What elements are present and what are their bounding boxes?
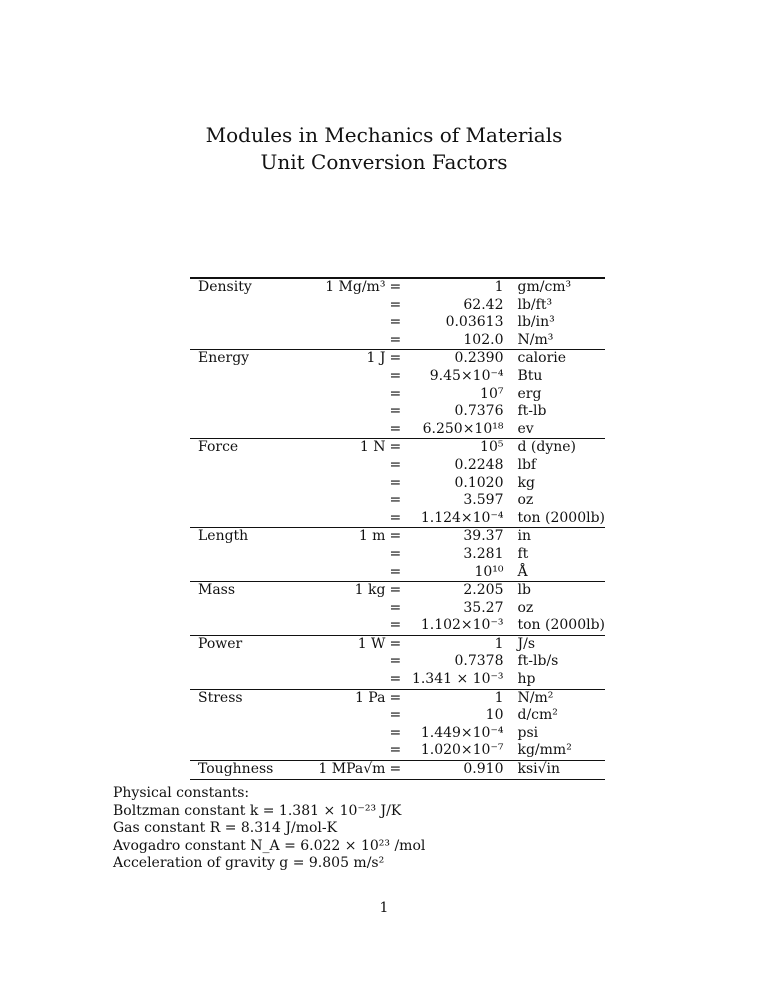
conversion-unit: lb/in³ [517,314,555,331]
base-unit [300,386,389,404]
equals-sign: = [389,367,402,384]
conversion-value: 10¹⁰ [474,563,504,580]
quantity-name: Length [190,528,300,546]
base-unit [300,510,389,528]
base-unit [300,457,389,475]
table-row [190,689,605,707]
base-unit [300,707,389,725]
equals-sign: = [389,742,402,759]
equals-sign: = [389,279,402,295]
conversion-value: 9.45×10⁻⁴ [429,367,504,384]
table-row [190,386,605,404]
conversion-unit: N/m² [517,689,605,707]
table-row [190,475,605,493]
quantity-name [190,671,300,689]
quantity-name [190,403,300,421]
table-row [190,635,605,653]
title-line-1: Modules in Mechanics of Materials [205,123,563,147]
table-row [190,546,605,564]
base-unit [300,403,389,421]
quantity-name [190,707,300,725]
equals-sign: = [389,582,402,599]
base-unit: 1 m [300,528,389,546]
quantity-name [190,421,300,439]
quantity-name [190,600,300,618]
conversion-value: 1.020×10⁻⁷ [420,742,504,759]
conversion-value: 39.37 [403,528,518,546]
quantity-name: Power [190,635,300,653]
equals-sign: = [389,296,402,313]
constant-line: Gas constant R = 8.314 J/mol-K [113,820,338,837]
conversion-value: 1 [494,279,504,295]
conversion-unit: Å [517,563,528,580]
base-unit [300,475,389,493]
equals-sign: = [389,331,402,348]
equals-sign: = [389,403,402,420]
conversion-unit: kg [517,474,535,491]
conversion-unit: hp [517,671,536,688]
title-line-2: Unit Conversion Factors [260,150,508,174]
quantity-name [190,742,300,760]
quantity-name [190,653,300,671]
physical-constants [113,785,425,873]
conversion-unit: oz [517,492,534,509]
quantity-name: Toughness [190,761,300,780]
table-row [190,332,605,350]
table-row [190,600,605,618]
conversion-value: 0.03613 [445,314,504,331]
conversion-value: 10⁷ [480,385,504,402]
conversion-table [190,277,605,780]
base-unit: 1 W [300,635,389,653]
equals-sign: = [389,509,402,526]
conversion-unit: lb [517,582,605,600]
quantity-name [190,564,300,582]
conversion-unit: erg [517,385,542,402]
equals-sign: = [389,385,402,402]
table-row [190,707,605,725]
table-row [190,278,605,297]
table-row [190,350,605,368]
base-unit [300,546,389,564]
conversion-value: 1.341 × 10⁻³ [411,671,504,688]
quantity-name: Stress [190,689,300,707]
conversion-value: 3.281 [463,545,504,562]
equals-sign: = [389,617,402,634]
base-unit [300,332,389,350]
table-row [190,725,605,743]
base-unit [300,492,389,510]
equals-sign: = [389,545,402,562]
base-unit [300,600,389,618]
conversion-unit: in [517,528,605,546]
quantity-name [190,617,300,635]
equals-sign: = [389,420,402,437]
conversion-unit: kg/mm² [517,742,572,759]
table-row [190,510,605,528]
conversion-value: 62.42 [463,296,504,313]
conversion-unit: oz [517,599,534,616]
quantity-name [190,492,300,510]
table-row [190,439,605,457]
quantity-name [190,297,300,315]
table-row [190,314,605,332]
constant-line: Boltzman constant k = 1.381 × 10⁻²³ J/K [113,802,402,819]
quantity-name [190,457,300,475]
equals-sign: = [389,761,403,780]
table-row [190,564,605,582]
quantity-name: Mass [190,582,300,600]
conversion-unit: psi [517,724,539,741]
conversion-value: 2.205 [403,582,518,600]
equals-sign: = [389,671,402,688]
base-unit [300,617,389,635]
equals-sign: = [389,707,402,724]
equals-sign: = [389,492,402,509]
quantity-name [190,368,300,386]
base-unit [300,297,389,315]
equals-sign: = [389,563,402,580]
conversion-unit: ev [517,420,534,437]
quantity-name [190,510,300,528]
conversion-unit: lbf [517,456,537,473]
conversion-unit: calorie [517,350,605,368]
physical-constants-heading: Physical constants: [113,785,250,801]
conversion-unit: ft-lb [517,403,547,420]
quantity-name [190,546,300,564]
conversion-value: 1.102×10⁻³ [420,617,504,634]
base-unit: 1 kg [300,582,389,600]
table-row [190,671,605,689]
equals-sign: = [389,724,402,741]
table-row [190,421,605,439]
quantity-name [190,475,300,493]
table-row [190,761,605,780]
quantity-name: Energy [190,350,300,368]
table-row [190,457,605,475]
conversion-value: 10⁵ [403,439,518,457]
conversion-value: 1 [403,689,518,707]
base-unit [300,725,389,743]
conversion-unit: N/m³ [517,331,554,348]
equals-sign: = [389,528,402,545]
equals-sign: = [389,314,402,331]
conversion-value: 6.250×10¹⁸ [422,420,504,437]
base-unit: 1 MPa√m [300,761,389,780]
conversion-value: 0.1020 [454,474,504,491]
table-row [190,582,605,600]
conversion-unit: ton (2000lb) [517,509,605,526]
quantity-name [190,386,300,404]
base-unit: 1 Pa [300,689,389,707]
conversion-unit: ft [517,545,529,562]
table-row [190,653,605,671]
quantity-name: Density [198,279,252,295]
conversion-unit: d/cm² [517,707,558,724]
conversion-value: 1.124×10⁻⁴ [420,509,504,526]
constant-line: Acceleration of gravity g = 9.805 m/s² [113,855,385,872]
equals-sign: = [389,599,402,616]
base-unit [300,314,389,332]
base-unit: 1 N [300,439,389,457]
table-row [190,403,605,421]
conversion-unit: lb/ft³ [517,296,553,313]
conversion-value: 0.2248 [454,456,504,473]
conversion-value: 102.0 [463,331,504,348]
conversion-value: 1 [403,635,518,653]
base-unit [300,564,389,582]
base-unit: 1 Mg/m³ [325,279,386,295]
conversion-unit: gm/cm³ [517,279,572,295]
conversion-unit: d (dyne) [517,439,605,457]
equals-sign: = [389,653,402,670]
conversion-value: 0.910 [403,761,518,780]
conversion-value: 0.2390 [403,350,518,368]
equals-sign: = [389,474,402,491]
table-row [190,492,605,510]
table-row [190,368,605,386]
base-unit [300,671,389,689]
conversion-unit: ton (2000lb) [517,617,605,634]
equals-sign: = [389,635,402,652]
base-unit: 1 J [300,350,389,368]
quantity-name [190,314,300,332]
equals-sign: = [389,439,402,456]
quantity-name [190,332,300,350]
conversion-unit: J/s [517,635,605,653]
equals-sign: = [389,456,402,473]
table-row [190,617,605,635]
conversion-value: 0.7378 [454,653,504,670]
equals-sign: = [389,350,402,367]
conversion-unit: Btu [517,367,543,384]
conversion-value: 3.597 [463,492,504,509]
base-unit [300,368,389,386]
constant-line: Avogadro constant N_A = 6.022 × 10²³ /mol [113,837,426,854]
conversion-value: 1.449×10⁻⁴ [420,724,504,741]
page-number: 1 [379,900,389,916]
equals-sign: = [389,689,402,706]
conversion-value: 35.27 [463,599,504,616]
base-unit [300,742,389,760]
table-row [190,742,605,760]
conversion-value: 0.7376 [454,403,504,420]
conversion-value: 10 [485,707,504,724]
base-unit [300,421,389,439]
conversion-unit: ft-lb/s [517,653,559,670]
conversion-unit: ksi√in [517,761,605,780]
table-row [190,528,605,546]
quantity-name: Force [190,439,300,457]
base-unit [300,653,389,671]
table-row [190,297,605,315]
quantity-name [190,725,300,743]
